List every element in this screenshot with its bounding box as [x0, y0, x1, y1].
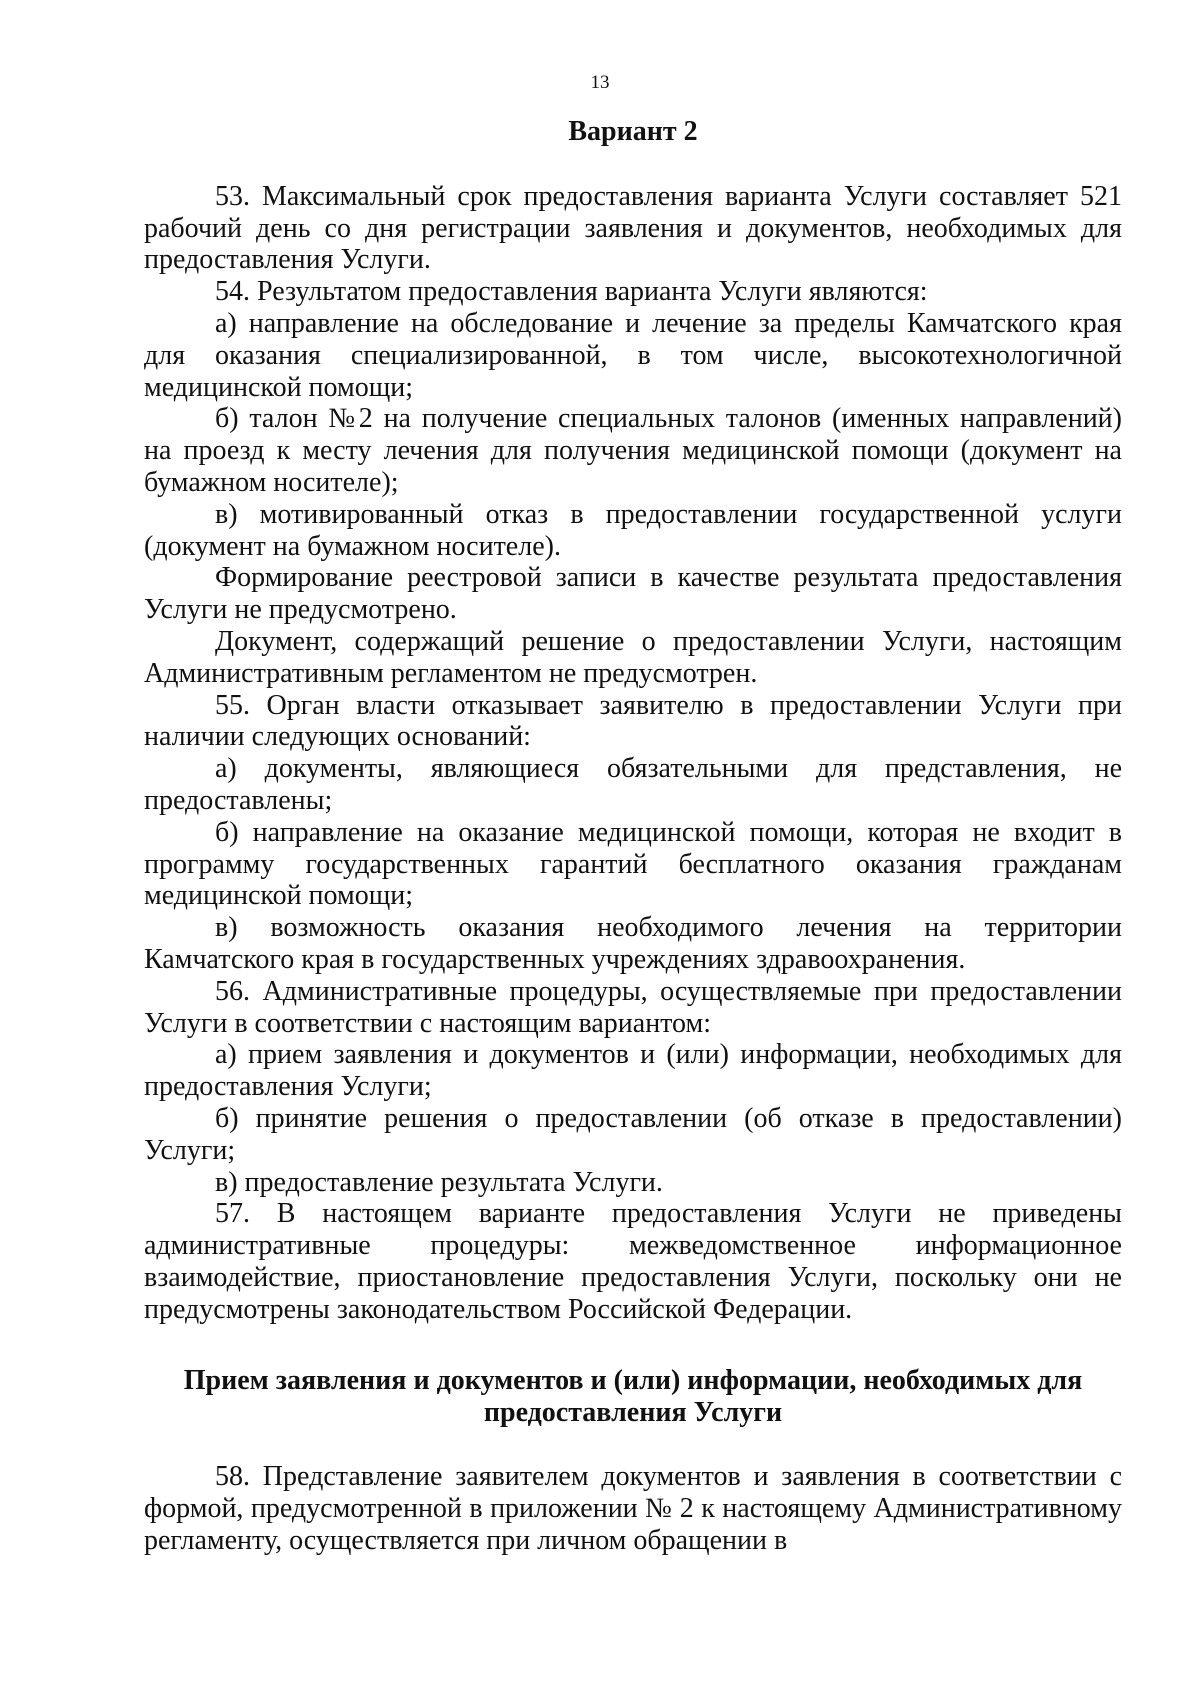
paragraph-decision-document-note: Документ, содержащий решение о предоставлении Услуги, настоящим Административным регламентом не предусмотрен.	[144, 625, 1122, 689]
paragraph-54-v: в) мотивированный отказ в предоставлении государственной услуги (документ на бумажном носителе).	[144, 498, 1122, 562]
paragraph-group-section	[144, 1461, 1122, 1556]
paragraph-54-b: б) талон №2 на получение специальных талонов (именных направлений) на проезд к месту лечения для получения медицинской помощи (документ на бумажном носителе);	[144, 403, 1122, 498]
paragraph-57: 57. В настоящем варианте предоставления Услуги не приведены административные процедуры: межведомственное информационное взаимодействие, приостановление предоставления Услуги, поскольку они не предусмотрены законодательством Российской Федерации.	[144, 1198, 1122, 1325]
paragraph-56: 56. Административные процедуры, осуществляемые при предоставлении Услуги в соответствии с настоящим вариантом:	[144, 975, 1122, 1039]
page-number: 13	[590, 72, 610, 93]
document-title: Вариант 2	[568, 116, 698, 147]
section-heading: Прием заявления и документов и (или) информации, необходимых для предоставления Услуги	[183, 1365, 1083, 1429]
paragraph-55-v: в) возможность оказания необходимого лечения на территории Камчатского края в государственных учреждениях здравоохранения.	[144, 912, 1122, 975]
paragraph-54-a: а) направление на обследование и лечение за пределы Камчатского края для оказания специализированной, в том числе, высокотехнологичной медицинской помощи;	[144, 307, 1122, 403]
paragraph-registry-note: Формирование реестровой записи в качестве результата предоставления Услуги не предусмотрено.	[144, 562, 1122, 626]
paragraph-56-v: в) предоставление результата Услуги.	[215, 1166, 663, 1198]
paragraph-55-a: а) документы, являющиеся обязательными для представления, не предоставлены;	[144, 753, 1122, 816]
paragraph-group-main	[144, 181, 1122, 1326]
paragraph-54: 54. Результатом предоставления варианта Услуги являются:	[215, 276, 928, 308]
document-body	[144, 116, 1122, 1556]
paragraph-55: 55. Орган власти отказывает заявителю в предоставлении Услуги при наличии следующих оснований:	[144, 689, 1122, 753]
paragraph-56-b: б) принятие решения о предоставлении (об отказе в предоставлении) Услуги;	[144, 1102, 1122, 1166]
paragraph-58: 58. Представление заявителем документов и заявления в соответствии с формой, предусмотренной в приложении № 2 к настоящему Административному регламенту, осуществляется при личном обращении в	[144, 1461, 1122, 1556]
paragraph-55-b: б) направление на оказание медицинской помощи, которая не входит в программу государственных гарантий бесплатного оказания гражданам медицинской помощи;	[144, 816, 1122, 912]
paragraph-53: 53. Максимальный срок предоставления варианта Услуги составляет 521 рабочий день со дня регистрации заявления и документов, необходимых для предоставления Услуги.	[144, 180, 1122, 276]
paragraph-56-a: а) прием заявления и документов и (или) информации, необходимых для предоставления Услуги;	[144, 1039, 1122, 1103]
